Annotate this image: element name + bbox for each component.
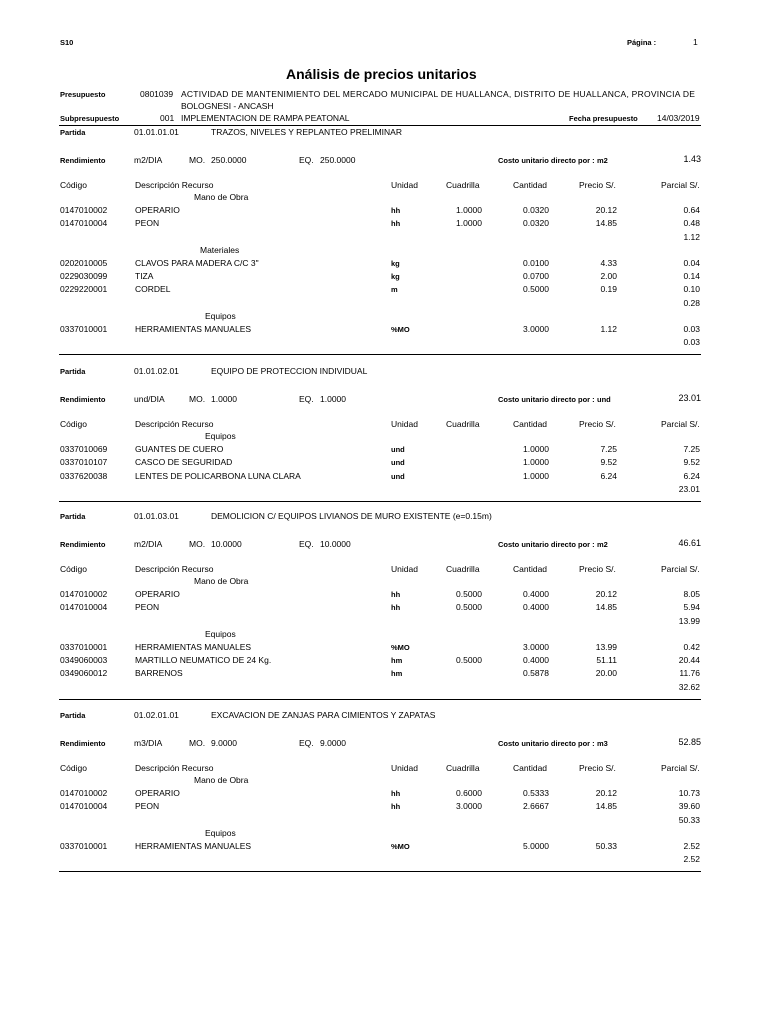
resource-cantidad: 0.0320 — [523, 218, 549, 229]
resource-cuadrilla: 0.5000 — [456, 602, 482, 613]
resource-cuadrilla: 1.0000 — [456, 218, 482, 229]
col-header-unidad: Unidad — [391, 419, 418, 429]
resource-cantidad: 2.6667 — [523, 801, 549, 812]
costo-label: Costo unitario directo por : — [498, 156, 595, 165]
group-subtotal: 2.52 — [683, 854, 700, 865]
resource-cantidad: 1.0000 — [523, 457, 549, 468]
resource-unidad: %MO — [391, 325, 410, 334]
partida-code: 01.01.01.01 — [134, 127, 179, 137]
resource-unidad: hm — [391, 669, 403, 679]
resource-unidad: hh — [391, 789, 401, 799]
col-header-descripcion: Descripción Recurso — [135, 419, 214, 429]
col-header-cuadrilla: Cuadrilla — [446, 180, 480, 190]
resource-cuadrilla: 0.5000 — [456, 655, 482, 666]
resource-descripcion: OPERARIO — [135, 788, 180, 799]
rendimiento-unit: m2/DIA — [134, 155, 163, 165]
resource-codigo: 0147010004 — [60, 218, 108, 229]
rendimiento-label: Rendimiento — [60, 540, 106, 549]
resource-codigo: 0349060012 — [60, 668, 108, 679]
page-number: 1 — [693, 37, 698, 47]
col-header-cuadrilla: Cuadrilla — [446, 419, 480, 429]
resource-codigo: 0349060003 — [60, 655, 108, 666]
resource-unidad: hh — [391, 603, 401, 613]
mo-value: 9.0000 — [211, 738, 237, 748]
resource-descripcion: LENTES DE POLICARBONA LUNA CLARA — [135, 470, 301, 481]
group-subtotal: 13.99 — [678, 615, 700, 626]
resource-unidad: m — [391, 285, 398, 295]
resource-parcial: 0.14 — [683, 271, 700, 282]
resource-cantidad: 3.0000 — [523, 642, 549, 652]
costo-label: Costo unitario directo por : — [498, 540, 595, 549]
rendimiento-label: Rendimiento — [60, 395, 106, 404]
resource-precio: 51.11 — [596, 655, 617, 666]
resource-unidad: %MO — [391, 842, 410, 851]
eq-value: 9.0000 — [320, 738, 346, 748]
rendimiento-label: Rendimiento — [60, 156, 106, 165]
col-header-codigo: Código — [60, 763, 87, 773]
eq-value: 10.0000 — [320, 539, 351, 549]
resource-unidad: und — [391, 445, 405, 455]
partida-divider — [59, 354, 701, 355]
col-header-cantidad: Cantidad — [513, 564, 548, 574]
resource-parcial: 0.48 — [683, 218, 700, 229]
resource-parcial: 6.24 — [683, 470, 700, 481]
rendimiento-unit: m2/DIA — [134, 539, 163, 549]
resource-group-title: Mano de Obra — [194, 775, 249, 785]
col-header-precio: Precio S/. — [579, 763, 616, 773]
resource-precio: 9.52 — [600, 457, 617, 468]
resource-parcial: 5.94 — [683, 602, 700, 613]
partida-label: Partida — [60, 128, 86, 137]
partida-label: Partida — [60, 367, 86, 376]
resource-codigo: 0147010002 — [60, 788, 108, 799]
resource-parcial: 0.64 — [683, 205, 700, 216]
partida-divider — [59, 699, 701, 700]
resource-codigo: 0337620038 — [60, 470, 108, 481]
presupuesto-code: 0801039 — [140, 89, 174, 99]
col-header-parcial: Parcial S/. — [661, 180, 700, 190]
resource-cantidad: 0.0700 — [523, 271, 549, 282]
resource-codigo: 0337010001 — [60, 324, 108, 334]
group-subtotal: 50.33 — [678, 814, 700, 825]
group-subtotal: 32.62 — [678, 681, 700, 692]
col-header-unidad: Unidad — [391, 763, 418, 773]
resource-precio: 14.85 — [595, 602, 617, 613]
resource-unidad: hh — [391, 590, 401, 600]
partida-description: EXCAVACION DE ZANJAS PARA CIMIENTOS Y ZAPATAS — [211, 710, 436, 720]
resource-parcial: 11.76 — [679, 668, 700, 679]
resource-precio: 14.85 — [595, 218, 617, 229]
resource-parcial: 10.73 — [678, 788, 700, 799]
resource-precio: 20.12 — [595, 788, 617, 799]
resource-codigo: 0147010002 — [60, 205, 108, 216]
mo-value: 1.0000 — [211, 394, 237, 404]
partida-divider — [59, 871, 701, 872]
resource-cantidad: 5.0000 — [523, 841, 549, 851]
fecha-value: 14/03/2019 — [657, 113, 700, 123]
resource-precio: 7.25 — [600, 444, 617, 455]
resource-descripcion: TIZA — [135, 271, 154, 282]
resource-precio: 2.00 — [600, 271, 617, 282]
presupuesto-description: ACTIVIDAD DE MANTENIMIENTO DEL MERCADO MUNICIPAL DE HUALLANCA, DISTRITO DE HUALLANCA, PROVINCIA DE — [181, 89, 696, 99]
eq-label: EQ. — [299, 394, 314, 404]
col-header-precio: Precio S/. — [579, 180, 616, 190]
resource-codigo: 0337010069 — [60, 444, 108, 455]
rendimiento-label: Rendimiento — [60, 739, 106, 748]
resource-unidad: und — [391, 458, 405, 468]
resource-group-title: Equipos — [205, 310, 236, 321]
col-header-cuadrilla: Cuadrilla — [446, 763, 480, 773]
group-subtotal: 1.12 — [683, 231, 700, 242]
resource-codigo: 0337010001 — [60, 642, 108, 652]
group-subtotal: 0.28 — [683, 297, 700, 308]
resource-unidad: hm — [391, 656, 403, 666]
resource-cantidad: 0.4000 — [523, 655, 549, 666]
costo-unit: m3 — [597, 739, 608, 748]
costo-value: 46.61 — [678, 538, 701, 548]
resource-precio: 20.00 — [595, 668, 617, 679]
costo-unit: m2 — [597, 156, 608, 165]
costo-unit: und — [597, 395, 611, 404]
resource-group-title: Equipos — [205, 827, 236, 838]
costo-label: Costo unitario directo por : — [498, 395, 595, 404]
col-header-parcial: Parcial S/. — [661, 419, 700, 429]
resource-descripcion: CORDEL — [135, 284, 171, 295]
resource-codigo: 0229030099 — [60, 271, 108, 282]
resource-codigo: 0202010005 — [60, 258, 108, 268]
rendimiento-unit: und/DIA — [134, 394, 165, 404]
resource-unidad: kg — [391, 272, 400, 282]
header-divider — [59, 125, 701, 126]
col-header-unidad: Unidad — [391, 564, 418, 574]
resource-parcial: 39.60 — [678, 801, 700, 812]
resource-codigo: 0337010001 — [60, 841, 108, 851]
resource-group-title: Materiales — [200, 244, 240, 255]
resource-descripcion: HERRAMIENTAS MANUALES — [135, 324, 252, 334]
resource-parcial: 0.42 — [683, 642, 700, 652]
col-header-parcial: Parcial S/. — [661, 763, 700, 773]
partida-description: TRAZOS, NIVELES Y REPLANTEO PRELIMINAR — [211, 127, 402, 137]
resource-cuadrilla: 0.5000 — [456, 589, 482, 600]
resource-unidad: hh — [391, 802, 401, 812]
col-header-precio: Precio S/. — [579, 564, 616, 574]
resource-cantidad: 0.5000 — [523, 284, 549, 295]
col-header-cantidad: Cantidad — [513, 419, 548, 429]
resource-descripcion: OPERARIO — [135, 205, 180, 216]
col-header-cantidad: Cantidad — [513, 180, 548, 190]
mo-label: MO. — [189, 738, 206, 748]
costo-unit: m2 — [597, 540, 608, 549]
resource-descripcion: PEON — [135, 218, 160, 229]
partida-description: DEMOLICION C/ EQUIPOS LIVIANOS DE MURO EXISTENTE (e=0.15m) — [211, 511, 492, 521]
resource-parcial: 0.10 — [683, 284, 700, 295]
page-title: Análisis de precios unitarios — [286, 66, 477, 82]
costo-value: 52.85 — [678, 737, 701, 747]
page-label: Página : — [627, 38, 657, 47]
resource-parcial: 9.52 — [683, 457, 700, 468]
resource-cantidad: 1.0000 — [523, 470, 549, 481]
resource-parcial: 0.04 — [683, 258, 700, 268]
col-header-descripcion: Descripción Recurso — [135, 180, 214, 190]
resource-unidad: %MO — [391, 643, 410, 652]
resource-descripcion: OPERARIO — [135, 589, 180, 600]
costo-value: 23.01 — [678, 393, 701, 403]
resource-precio: 1.12 — [600, 324, 617, 334]
resource-descripcion: MARTILLO NEUMATICO DE 24 Kg. — [135, 655, 272, 666]
resource-parcial: 0.03 — [683, 324, 700, 334]
resource-cantidad: 0.4000 — [523, 602, 549, 613]
col-header-cantidad: Cantidad — [513, 763, 548, 773]
resource-group-title: Mano de Obra — [194, 192, 249, 202]
resource-descripcion: PEON — [135, 602, 160, 613]
system-code: S10 — [60, 38, 74, 47]
resource-cantidad: 0.4000 — [523, 589, 549, 600]
mo-value: 250.0000 — [211, 155, 247, 165]
resource-precio: 20.12 — [595, 589, 617, 600]
resource-codigo: 0229220001 — [60, 284, 108, 295]
resource-cantidad: 0.0100 — [523, 258, 549, 268]
resource-group-title: Equipos — [205, 628, 236, 639]
presupuesto-label: Presupuesto — [60, 90, 106, 99]
resource-cantidad: 0.0320 — [523, 205, 549, 216]
partida-divider — [59, 501, 701, 502]
col-header-cuadrilla: Cuadrilla — [446, 564, 480, 574]
resource-group-title: Mano de Obra — [194, 576, 249, 586]
col-header-codigo: Código — [60, 419, 87, 429]
resource-precio: 14.85 — [595, 801, 617, 812]
subpresupuesto-description: IMPLEMENTACION DE RAMPA PEATONAL — [181, 113, 350, 123]
resource-precio: 4.33 — [600, 258, 617, 268]
resource-codigo: 0147010004 — [60, 801, 108, 812]
group-subtotal: 0.03 — [683, 337, 700, 348]
resource-cantidad: 0.5878 — [523, 668, 549, 679]
resource-cuadrilla: 3.0000 — [456, 801, 482, 812]
resource-cantidad: 3.0000 — [523, 324, 549, 334]
col-header-unidad: Unidad — [391, 180, 418, 190]
resource-parcial: 2.52 — [683, 841, 700, 851]
eq-label: EQ. — [299, 539, 314, 549]
mo-label: MO. — [189, 155, 206, 165]
col-header-descripcion: Descripción Recurso — [135, 763, 214, 773]
resource-codigo: 0147010002 — [60, 589, 108, 600]
resource-cuadrilla: 0.6000 — [456, 788, 482, 799]
partida-label: Partida — [60, 711, 86, 720]
partida-code: 01.02.01.01 — [134, 710, 179, 720]
col-header-precio: Precio S/. — [579, 419, 616, 429]
resource-unidad: und — [391, 471, 405, 481]
partida-code: 01.01.02.01 — [134, 366, 179, 376]
rendimiento-unit: m3/DIA — [134, 738, 163, 748]
resource-unidad: hh — [391, 206, 401, 216]
resource-cantidad: 1.0000 — [523, 444, 549, 455]
fecha-label: Fecha presupuesto — [569, 114, 638, 123]
resource-parcial: 20.44 — [678, 655, 700, 666]
resource-precio: 50.33 — [595, 841, 617, 851]
col-header-codigo: Código — [60, 564, 87, 574]
col-header-codigo: Código — [60, 180, 87, 190]
resource-precio: 20.12 — [595, 205, 617, 216]
eq-label: EQ. — [299, 738, 314, 748]
mo-value: 10.0000 — [211, 539, 242, 549]
group-subtotal: 23.01 — [678, 483, 700, 494]
subpresupuesto-code: 001 — [160, 113, 175, 123]
eq-value: 1.0000 — [320, 394, 346, 404]
resource-parcial: 7.25 — [683, 444, 700, 455]
col-header-descripcion: Descripción Recurso — [135, 564, 214, 574]
partida-code: 01.01.03.01 — [134, 511, 179, 521]
resource-group-title: Equipos — [205, 431, 236, 441]
partida-description: EQUIPO DE PROTECCION INDIVIDUAL — [211, 366, 368, 376]
resource-descripcion: CASCO DE SEGURIDAD — [135, 457, 233, 468]
resource-descripcion: BARRENOS — [135, 668, 183, 679]
costo-label: Costo unitario directo por : — [498, 739, 595, 748]
subpresupuesto-label: Subpresupuesto — [60, 114, 120, 123]
eq-value: 250.0000 — [320, 155, 356, 165]
mo-label: MO. — [189, 539, 206, 549]
resource-precio: 0.19 — [600, 284, 617, 295]
resource-cuadrilla: 1.0000 — [456, 205, 482, 216]
mo-label: MO. — [189, 394, 206, 404]
resource-descripcion: HERRAMIENTAS MANUALES — [135, 642, 252, 652]
resource-codigo: 0147010004 — [60, 602, 108, 613]
resource-unidad: hh — [391, 219, 401, 229]
costo-value: 1.43 — [683, 154, 701, 164]
resource-parcial: 8.05 — [683, 589, 700, 600]
resource-codigo: 0337010107 — [60, 457, 108, 468]
eq-label: EQ. — [299, 155, 314, 165]
resource-descripcion: GUANTES DE CUERO — [135, 444, 224, 455]
resource-descripcion: CLAVOS PARA MADERA C/C 3" — [135, 258, 259, 268]
resource-precio: 6.24 — [600, 470, 617, 481]
col-header-parcial: Parcial S/. — [661, 564, 700, 574]
resource-descripcion: HERRAMIENTAS MANUALES — [135, 841, 252, 851]
resource-unidad: kg — [391, 259, 400, 268]
resource-precio: 13.99 — [595, 642, 617, 652]
resource-descripcion: PEON — [135, 801, 160, 812]
partida-label: Partida — [60, 512, 86, 521]
presupuesto-description-cont: BOLOGNESI - ANCASH — [181, 101, 274, 111]
resource-cantidad: 0.5333 — [523, 788, 549, 799]
